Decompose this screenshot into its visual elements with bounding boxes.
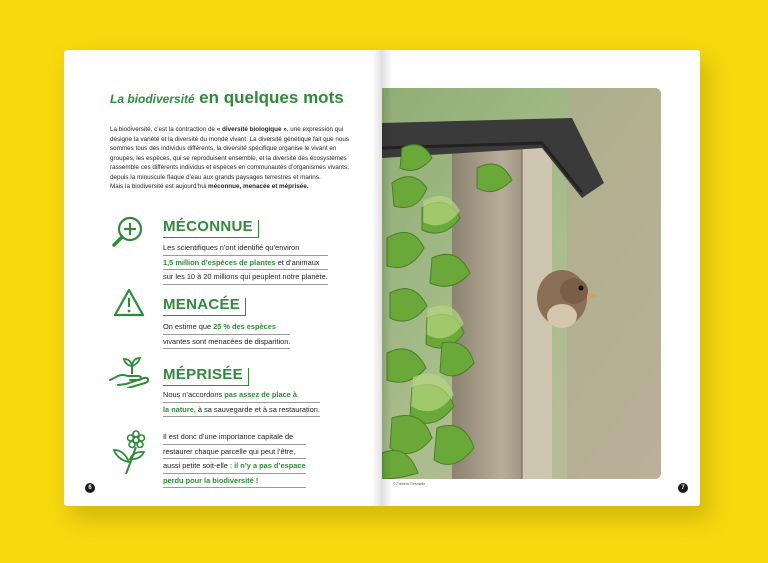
body-line	[163, 320, 290, 335]
body-text: vivantes sont menacées de disparition.	[163, 336, 291, 346]
intro-text: , une expression qui désigne la variété et la diversité du monde vivant. La diversité génétique fait que nous sommes tous des individus différents, la diversité spécifique organise le vivant en groupes, les espèces, qui se reproduisent ensemble, et la diversité des écosystèmes rassemble ces différents individus et espèces en communautés d’organismes vivants, depuis la minuscule flaque d’eau aux grands paysages terrestres et marins.	[110, 126, 350, 181]
page-number-left: 6	[85, 483, 95, 493]
body-line	[163, 474, 306, 489]
heading-meprisee: MÉPRISÉE	[163, 366, 243, 383]
body-text: à sa sauvegarde et à sa restauration.	[195, 404, 320, 414]
heading-menacee: MENACÉE	[163, 296, 241, 313]
title-big: en quelques mots	[199, 88, 344, 107]
intro-text: Mais la biodiversité est aujourd’hui	[110, 183, 209, 190]
warning-triangle-icon	[112, 287, 146, 319]
section-meprisee-body	[163, 388, 320, 417]
bird-nest-box-photo	[382, 88, 661, 479]
body-text: On estime que	[163, 322, 214, 331]
body-line	[163, 459, 306, 474]
intro-bold: méconnue, menacée et méprisée.	[208, 183, 309, 190]
highlight-text: la nature,	[163, 404, 196, 414]
photo-credit: © Frédéric Desmette	[393, 482, 426, 486]
title-small: La biodiversité	[110, 92, 195, 106]
body-line	[163, 388, 320, 403]
body-text: Les scientifiques n’ont identifié qu’environ	[163, 243, 300, 252]
body-line	[163, 403, 320, 418]
page-title	[110, 88, 344, 108]
section-meconnue-body	[163, 241, 328, 285]
body-text: Il est donc d’une importance capitale de	[163, 432, 294, 441]
heading-meconnue: MÉCONNUE	[163, 218, 253, 235]
page-number-right: 7	[678, 483, 688, 493]
photo-illustration	[382, 88, 661, 479]
body-line	[163, 335, 290, 350]
body-text: Nous n’accordons	[163, 390, 225, 399]
body-text: sur les 10 à 20 millions qui peuplent notre planète.	[163, 272, 328, 281]
highlight-text: 1,5 million d’espèces de plantes	[163, 257, 276, 267]
book-gutter	[372, 50, 392, 506]
body-text: et d’animaux	[275, 257, 320, 267]
intro-bold: « diversité biologique »	[216, 126, 287, 133]
highlight-text: pas assez de place à	[224, 390, 297, 399]
highlight-text: il n’y a pas d’espace	[234, 461, 306, 470]
section-menacee-body	[163, 320, 290, 349]
highlight-text: 25 % des espèces	[213, 322, 276, 331]
magnifier-plus-icon	[110, 214, 146, 250]
body-line	[163, 241, 328, 256]
body-line	[163, 256, 328, 271]
intro-paragraph	[110, 125, 360, 192]
flower-sprout-icon	[108, 430, 150, 476]
body-line	[163, 445, 306, 460]
highlight-text: perdu pour la biodiversité !	[163, 475, 259, 485]
intro-text: La biodiversité, c’est la contraction de	[110, 126, 217, 133]
body-text: restaurer chaque parcelle qui peut l’être,	[163, 446, 296, 456]
body-line	[163, 430, 306, 445]
body-text: aussi petite soit-elle :	[163, 461, 235, 470]
section-conclusion-body	[163, 430, 306, 488]
hand-plant-icon	[108, 356, 152, 388]
body-line	[163, 270, 328, 285]
